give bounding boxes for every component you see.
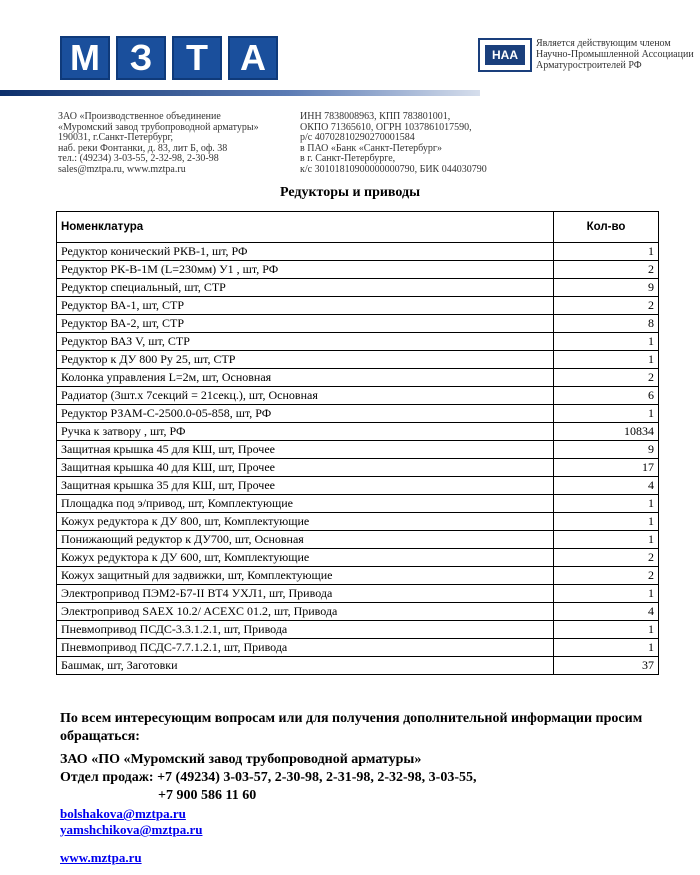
item-name: Колонка управления L=2м, шт, Основная: [57, 369, 554, 387]
company-name: ЗАО «ПО «Муромский завод трубопроводной арматуры»: [60, 752, 422, 767]
address-line: sales@mztpa.ru, www.mztpa.ru: [58, 163, 186, 175]
address-line: ЗАО «Производственное объединение: [58, 111, 221, 122]
bank-line: в г. Санкт-Петербурге,: [300, 153, 396, 164]
item-name: Радиатор (3шт.х 7секций = 21секц.), шт, Основная: [57, 387, 554, 405]
item-qty: 1: [554, 621, 659, 639]
address-line: тел.: (49234) 3-03-55, 2-32-98, 2-30-98: [58, 153, 219, 164]
item-qty: 9: [554, 441, 659, 459]
item-qty: 2: [554, 261, 659, 279]
item-name: Редуктор специальный, шт, СТР: [57, 279, 554, 297]
item-name: Редуктор ВА-1, шт, СТР: [57, 297, 554, 315]
table-row: [57, 549, 659, 567]
item-name: Кожух редуктора к ДУ 600, шт, Комплектующие: [57, 549, 554, 567]
address-line: 190031, г.Санкт-Петербург,: [58, 132, 174, 143]
column-header-qty: Кол-во: [554, 212, 659, 243]
table-row: [57, 387, 659, 405]
contact-intro-text: По всем интересующим вопросам или для получения дополнительной информации просим обращаться:: [60, 711, 643, 744]
table-row: [57, 315, 659, 333]
item-qty: 1: [554, 531, 659, 549]
table-row: [57, 279, 659, 297]
item-name: Ручка к затвору , шт, РФ: [57, 423, 554, 441]
item-name: Редуктор ВА-2, шт, СТР: [57, 315, 554, 333]
column-header-name: Номенклатура: [57, 212, 554, 243]
item-name: Редуктор к ДУ 800 Ру 25, шт, СТР: [57, 351, 554, 369]
table-row: [57, 495, 659, 513]
item-name: Пневмопривод ПСДС-7.7.1.2.1, шт, Привода: [57, 639, 554, 657]
table-row: [57, 423, 659, 441]
website: [60, 850, 142, 866]
item-name: Понижающий редуктор к ДУ700, шт, Основная: [57, 531, 554, 549]
company-logo: [60, 36, 278, 80]
website-link[interactable]: www.mztpa.ru: [60, 850, 142, 865]
table-row: [57, 297, 659, 315]
table-row: [57, 603, 659, 621]
document-title: Редукторы и приводы: [279, 185, 420, 200]
item-qty: 8: [554, 315, 659, 333]
table-row: [57, 351, 659, 369]
item-name: Электропривод SAEX 10.2/ ACEXC 01.2, шт, Привода: [57, 603, 554, 621]
table-row: [57, 531, 659, 549]
bank-line: ОКПО 71365610, ОГРН 1037861017590,: [300, 121, 472, 133]
item-qty: 1: [554, 513, 659, 531]
association-membership-text: Является действующим членом Научно-Промышленной Ассоциации Арматуростроителей РФ: [536, 38, 694, 71]
item-name: Пневмопривод ПСДС-3.3.1.2.1, шт, Привода: [57, 621, 554, 639]
item-qty: 1: [554, 405, 659, 423]
table-row: [57, 639, 659, 657]
item-qty: 1: [554, 333, 659, 351]
item-name: Башмак, шт, Заготовки: [57, 657, 554, 675]
table-row: [57, 567, 659, 585]
email-links: [60, 806, 202, 838]
item-name: Редуктор конический РКВ-1, шт, РФ: [57, 243, 554, 261]
item-name: Редуктор ВАЗ V, шт, СТР: [57, 333, 554, 351]
email-link[interactable]: yamshchikova@mztpa.ru: [60, 822, 203, 837]
table-row: [57, 585, 659, 603]
table-row: [57, 657, 659, 675]
bank-line: ИНН 7838008963, КПП 783801001,: [300, 111, 451, 122]
sales-mobile: +7 900 586 11 60: [158, 788, 257, 803]
item-qty: 2: [554, 297, 659, 315]
logo-letter: Т: [172, 36, 222, 80]
item-qty: 2: [554, 369, 659, 387]
contact-intro: [60, 710, 680, 746]
item-qty: 10834: [554, 423, 659, 441]
table-row: [57, 621, 659, 639]
table-row: [57, 333, 659, 351]
bank-line: в ПАО «Банк «Санкт-Петербург»: [300, 142, 442, 154]
item-name: Защитная крышка 40 для КШ, шт, Прочее: [57, 459, 554, 477]
item-qty: 1: [554, 585, 659, 603]
table-row: [57, 513, 659, 531]
company-address-block: [58, 112, 268, 175]
table-row: [57, 477, 659, 495]
logo-letter: М: [60, 36, 110, 80]
header-divider: [0, 90, 480, 96]
products-table: [56, 211, 659, 675]
item-qty: 1: [554, 639, 659, 657]
item-name: Электропривод ПЭМ2-Б7-II ВТ4 УХЛ1, шт, Привода: [57, 585, 554, 603]
table-header-row: [57, 212, 659, 243]
item-qty: 2: [554, 567, 659, 585]
table-row: [57, 441, 659, 459]
item-qty: 17: [554, 459, 659, 477]
item-qty: 9: [554, 279, 659, 297]
company-contacts: [60, 751, 477, 805]
association-logo: [478, 38, 532, 72]
item-qty: 1: [554, 351, 659, 369]
email-link[interactable]: bolshakova@mztpa.ru: [60, 806, 186, 821]
item-name: Кожух редуктора к ДУ 800, шт, Комплектующие: [57, 513, 554, 531]
item-qty: 6: [554, 387, 659, 405]
association-logo-text: НАА: [485, 45, 525, 65]
table-row: [57, 261, 659, 279]
item-name: Кожух защитный для задвижки, шт, Комплектующие: [57, 567, 554, 585]
table-row: [57, 243, 659, 261]
item-name: Площадка под э/привод, шт, Комплектующие: [57, 495, 554, 513]
item-name: Редуктор РЗАМ-С-2500.0-05-858, шт, РФ: [57, 405, 554, 423]
item-qty: 2: [554, 549, 659, 567]
bank-details-block: [300, 112, 530, 175]
address-line: наб. реки Фонтанки, д. 83, лит Б, оф. 38: [58, 142, 228, 154]
table-row: [57, 459, 659, 477]
item-qty: 1: [554, 495, 659, 513]
item-name: Защитная крышка 45 для КШ, шт, Прочее: [57, 441, 554, 459]
item-qty: 37: [554, 657, 659, 675]
item-qty: 4: [554, 603, 659, 621]
item-qty: 4: [554, 477, 659, 495]
table-row: [57, 405, 659, 423]
item-name: Защитная крышка 35 для КШ, шт, Прочее: [57, 477, 554, 495]
logo-letter: З: [116, 36, 166, 80]
table-row: [57, 369, 659, 387]
item-qty: 1: [554, 243, 659, 261]
bank-line: р/с 40702810290270001584: [300, 132, 415, 143]
logo-letter: А: [228, 36, 278, 80]
address-line: «Муромский завод трубопроводной арматуры»: [58, 121, 259, 133]
bank-line: к/с 30101810900000000790, БИК 044030790: [300, 163, 487, 175]
item-name: Редуктор РК-В-1М (L=230мм) У1 , шт, РФ: [57, 261, 554, 279]
sales-phones: Отдел продаж: +7 (49234) 3-03-57, 2-30-98, 2-31-98, 2-32-98, 3-03-55,: [60, 770, 477, 785]
